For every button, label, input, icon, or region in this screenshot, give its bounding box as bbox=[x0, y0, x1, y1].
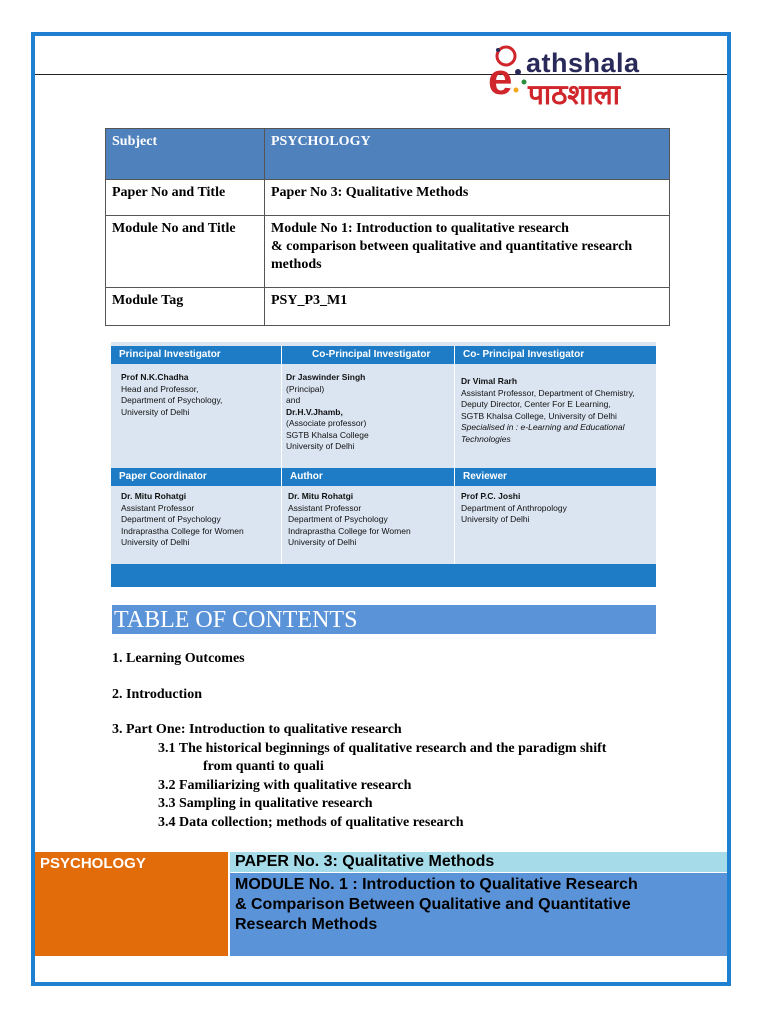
heading-co-pi-1: Co-Principal Investigator bbox=[282, 346, 454, 364]
heading-co-pi-2: Co- Principal Investigator bbox=[455, 346, 656, 364]
principal-investigator-details bbox=[111, 372, 281, 418]
person-line: SGTB Khalsa College bbox=[286, 429, 369, 440]
person-line: Specialised in : e-Learning and Educational bbox=[461, 422, 625, 432]
person-name: Dr Vimal Rarh bbox=[461, 376, 518, 386]
toc-item[interactable]: 3. Part One: Introduction to qualitative research bbox=[112, 722, 402, 737]
person-line: Department of Psychology bbox=[288, 514, 388, 524]
person-name: Dr Jaswinder Singh bbox=[286, 372, 366, 382]
toc-title: TABLE OF CONTENTS bbox=[112, 605, 656, 634]
person-line: and bbox=[286, 395, 301, 405]
person-name: Dr. Mitu Rohatgi bbox=[288, 491, 354, 501]
label-paper: Paper No and Title bbox=[106, 180, 265, 216]
paper-coordinator-details bbox=[111, 491, 281, 549]
person-line: Department of Anthropology bbox=[461, 502, 567, 513]
person-line: Indraprastha College for Women bbox=[121, 525, 244, 536]
value-module bbox=[265, 216, 670, 288]
module-title-line: Module No 1: Introduction to qualitative research bbox=[271, 221, 569, 236]
toc-subitem[interactable]: 3.4 Data collection; methods of qualitative research bbox=[158, 814, 464, 830]
footer-module-line: MODULE No. 1 : Introduction to Qualitative Research bbox=[235, 876, 638, 893]
toc-subitem[interactable]: 3.1 The historical beginnings of qualitative research and the paradigm shift bbox=[158, 740, 607, 756]
page-footer bbox=[35, 852, 727, 956]
table-row bbox=[106, 216, 670, 288]
toc-item[interactable]: 2. Introduction bbox=[112, 686, 202, 702]
person-line: Department of Psychology, bbox=[121, 395, 223, 405]
column-divider bbox=[454, 346, 455, 564]
person-line: Head and Professor, bbox=[121, 383, 199, 394]
label-subject: Subject bbox=[106, 129, 265, 180]
epathshala-logo bbox=[476, 42, 706, 116]
person-line: Assistant Professor bbox=[288, 502, 362, 513]
table-row bbox=[106, 288, 670, 326]
module-title-line: methods bbox=[271, 257, 322, 272]
reviewer-details bbox=[455, 491, 656, 526]
person-line: Department of Psychology bbox=[121, 514, 221, 524]
value-module-tag: PSY_P3_M1 bbox=[265, 288, 670, 326]
person-line: University of Delhi bbox=[286, 441, 355, 451]
label-module-tag: Module Tag bbox=[106, 288, 265, 326]
heading-reviewer: Reviewer bbox=[455, 468, 656, 486]
person-line: SGTB Khalsa College, University of Delhi bbox=[461, 410, 617, 421]
label-module: Module No and Title bbox=[106, 216, 265, 288]
toc-item[interactable]: 1. Learning Outcomes bbox=[112, 651, 245, 666]
footer-module-line: & Comparison Between Qualitative and Quantitative bbox=[235, 896, 631, 913]
person-line: University of Delhi bbox=[461, 514, 530, 524]
person-line: Deputy Director, Center For E Learning, bbox=[461, 399, 611, 409]
investigators-panel bbox=[111, 342, 656, 587]
author-details bbox=[282, 491, 454, 549]
person-name: Prof P.C. Joshi bbox=[461, 491, 521, 501]
logo-text-english: athshala bbox=[526, 48, 640, 78]
toc-subitem-continued[interactable]: from quanti to quali bbox=[203, 759, 324, 774]
toc-subitem[interactable]: 3.2 Familiarizing with qualitative research bbox=[158, 777, 412, 793]
co-pi-2-details bbox=[455, 376, 656, 445]
panel-footer-bar bbox=[111, 564, 656, 587]
person-line: (Associate professor) bbox=[286, 418, 367, 428]
person-name: Prof N.K.Chadha bbox=[121, 372, 189, 382]
person-name: Dr.H.V.Jhamb, bbox=[286, 406, 343, 417]
person-line: (Principal) bbox=[286, 383, 325, 394]
person-name: Dr. Mitu Rohatgi bbox=[121, 491, 187, 501]
co-pi-1-details bbox=[282, 372, 454, 453]
svg-text:e: e bbox=[488, 55, 513, 104]
column-divider bbox=[281, 346, 282, 564]
person-line: Technologies bbox=[461, 433, 511, 444]
value-subject: PSYCHOLOGY bbox=[265, 129, 670, 180]
heading-paper-coordinator: Paper Coordinator bbox=[111, 468, 281, 486]
person-line: Assistant Professor, Department of Chemistry, bbox=[461, 387, 635, 398]
table-of-contents bbox=[112, 650, 606, 832]
module-info-table bbox=[105, 128, 670, 326]
footer-subject: PSYCHOLOGY bbox=[35, 852, 228, 956]
table-row bbox=[106, 129, 670, 180]
heading-author: Author bbox=[282, 468, 454, 486]
heading-principal-investigator: Principal Investigator bbox=[111, 346, 281, 364]
person-line: University of Delhi bbox=[121, 537, 190, 547]
footer-paper: PAPER No. 3: Qualitative Methods bbox=[230, 852, 727, 872]
module-title-line: & comparison between qualitative and quantitative research bbox=[271, 239, 633, 254]
footer-module-line: Research Methods bbox=[235, 916, 378, 933]
person-line: University of Delhi bbox=[121, 406, 190, 417]
footer-module bbox=[230, 873, 727, 956]
person-line: Indraprastha College for Women bbox=[288, 525, 411, 536]
table-row bbox=[106, 180, 670, 216]
logo-text-hindi: पाठशाला bbox=[528, 78, 620, 111]
person-line: Assistant Professor bbox=[121, 502, 195, 513]
value-paper: Paper No 3: Qualitative Methods bbox=[265, 180, 670, 216]
person-line: University of Delhi bbox=[288, 537, 357, 547]
toc-subitem[interactable]: 3.3 Sampling in qualitative research bbox=[158, 796, 373, 811]
